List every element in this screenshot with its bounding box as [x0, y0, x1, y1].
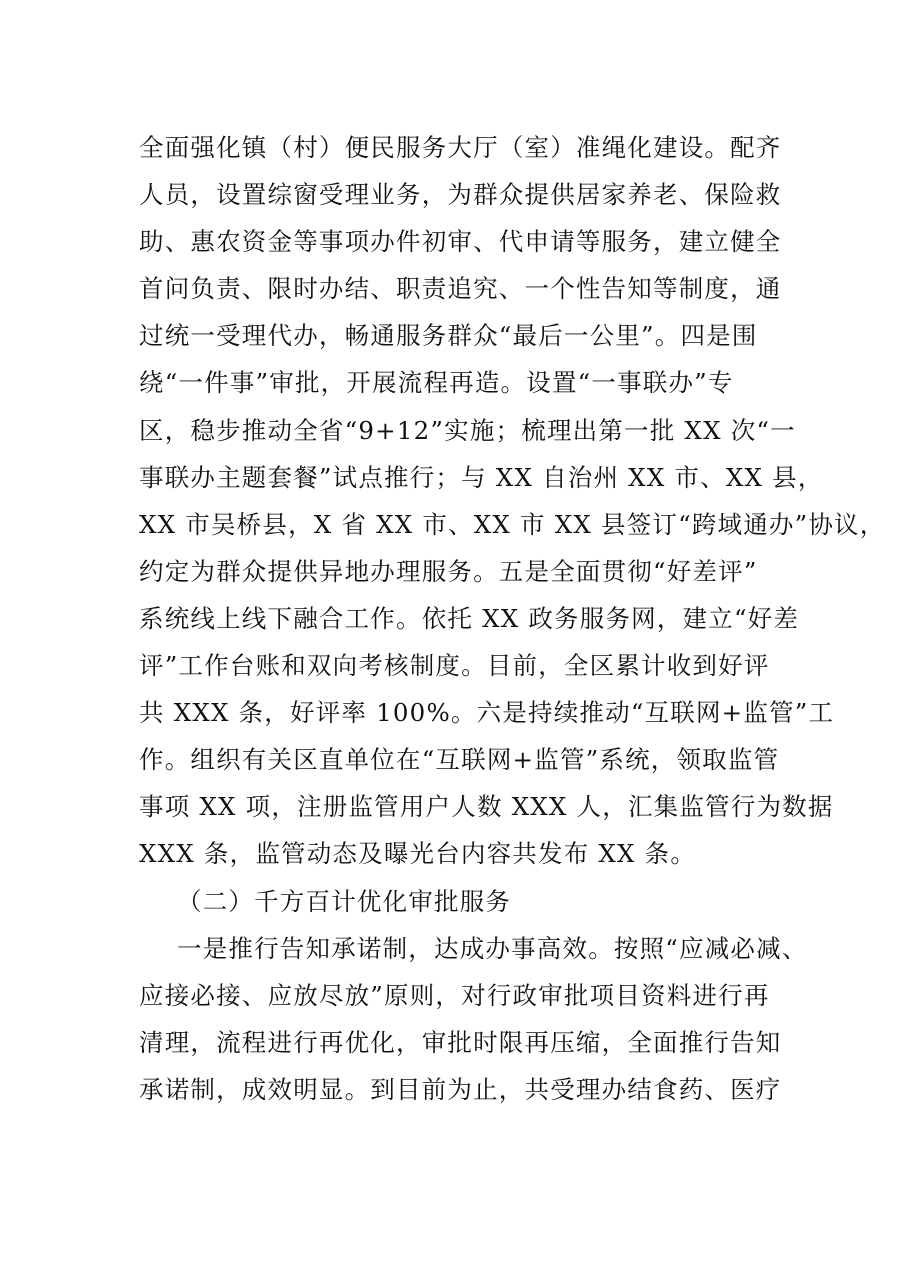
paragraph-line: 作。组织有关区直单位在“互联网+监管”系统，领取监管	[139, 745, 780, 775]
paragraph-line: XX 市吴桥县，X 省 XX 市、XX 市 XX 县签订“跨域通办”协议，	[139, 509, 886, 539]
document-body	[139, 124, 886, 1113]
paragraph-line: 首问负责、限时办结、职责追究、一个性告知等制度，通	[139, 274, 782, 304]
paragraph-line: 全面强化镇（村）便民服务大厅（室）准绳化建设。配齐	[139, 133, 782, 162]
paragraph-line: XXX 条，监管动态及曝光台内容共发布 XX 条。	[139, 839, 697, 869]
paragraph-line: 一是推行告知承诺制，达成办事高效。按照“应减必减、	[177, 933, 808, 963]
paragraph-line: 人员，设置综窗受理业务，为群众提供居家养老、保险救	[139, 180, 782, 210]
paragraph-line: 绕“一件事”审批，开展流程再造。设置“一事联办”专	[139, 368, 734, 398]
paragraph-line: 清理，流程进行再优化，审批时限再压缩，全面推行告知	[139, 1027, 782, 1057]
paragraph-line: 应接必接、应放尽放”原则，对行政审批项目资料进行再	[139, 980, 770, 1010]
paragraph-line: 事项 XX 项，注册监管用户人数 XXX 人，汇集监管行为数据	[139, 792, 834, 822]
paragraph-line: 评”工作台账和双向考核制度。目前，全区累计收到好评	[139, 651, 770, 681]
paragraph-line: 事联办主题套餐”试点推行；与 XX 自治州 XX 市、XX 县，	[139, 462, 824, 492]
paragraph-line: 助、惠农资金等事项办件初审、代申请等服务，建立健全	[139, 227, 782, 257]
paragraph-line: 区，稳步推动全省“9+12”实施；梳理出第一批 XX 次“一	[139, 415, 796, 445]
paragraph-line: 承诺制，成效明显。到目前为止，共受理办结食药、医疗	[139, 1074, 782, 1104]
paragraph-line: 约定为群众提供异地办理服务。五是全面贯彻“好差评”	[139, 556, 758, 586]
section-heading: （二）千方百计优化审批服务	[177, 886, 512, 916]
paragraph-line: 过统一受理代办，畅通服务群众“最后一公里”。四是围	[139, 321, 758, 351]
paragraph-line: 共 XXX 条，好评率 100%。六是持续推动“互联网+监管”工	[139, 698, 835, 728]
paragraph-line: 系统线上线下融合工作。依托 XX 政务服务网，建立“好差	[139, 603, 800, 633]
